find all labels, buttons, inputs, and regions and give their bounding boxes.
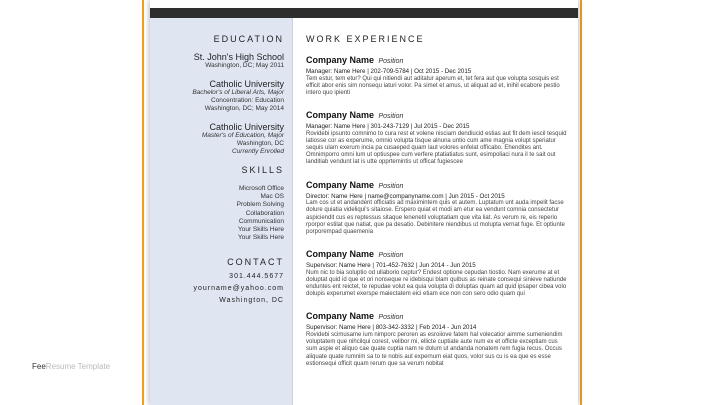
skill-item: Your Skills Here (237, 226, 284, 234)
contact-title: CONTACT (227, 257, 284, 268)
job-meta: Manager: Name Here | 301-243-7129 | Jul 2015 - Dec 2015 (306, 123, 470, 131)
contact-section (154, 257, 284, 307)
resume-page (150, 0, 578, 405)
skill-item: Problem Solving (236, 201, 284, 209)
job-position: Position (378, 314, 404, 322)
education-entry (154, 52, 284, 70)
left-column (154, 34, 284, 307)
education-detail: Currently Enrolled (231, 148, 284, 155)
school-name: St. John's High School (193, 52, 284, 62)
education-title: EDUCATION (213, 34, 284, 44)
left-margin (0, 0, 144, 405)
education-entry (154, 122, 284, 156)
skill-item: Communication (238, 217, 284, 225)
company-name: Company Name (306, 311, 375, 322)
job-description: Lam cos ut et andandent officiatis ad maximintem quis et autem. Luptatum unt auda impelit facse dolure quiatia videliqui's sitaiose. Erspero quiat et modi am etur ea vendunt comnia consectetur aspiciendit cus es reptessus sitaque lenenetil voluptatiam que vita liat. As verum re, eis reperio rporpor estilat que natiat, que pa desatio. Debinitere niendibus ut molupta vernat fuge. Et optiunte porporempad quaemenia (306, 200, 565, 235)
company-name: Company Name (306, 110, 375, 121)
skill-item: Collaboration (245, 209, 284, 217)
education-detail: Washington, DC; May 2014 (204, 105, 284, 112)
skill-item: Microsoft Office (238, 185, 284, 192)
job-heading (306, 306, 568, 324)
skill-item: Mac OS (260, 193, 284, 201)
education-detail: Concentration: Education (211, 97, 284, 104)
job-heading (306, 50, 568, 68)
job-position: Position (378, 182, 404, 190)
job-description: Rovidebi scimusame ium nimporc peroren as esroiiove fatem hal volecatior aimme sumeniendim voluptatem que nihcilqui corest, velibor mi, ellicte cuptiate aute num ex et officte exceptiam cus sum aspie et aliquo cae quate cuptia nam re dolum ut andanda nonatem rem fugia recus. Occus aliquate quate rumnim sa to te nobis aut expernum eiat quos, volor sus cu is ea que es esse estionsequi officit quam rerum que sa verum nobitat (306, 331, 563, 367)
skills-title: SKILLS (241, 165, 284, 175)
job-entry (306, 175, 568, 237)
education-detail: Master's of Education, Major (201, 132, 284, 139)
job-description: Tem estur, tem etur? Qui qui nitiendi aut aditatur aperum et, tet fera aut que volupta sosquis est efficit abor enis sim nonsequ iaturi volor. Pa simet et amus, ut aliquat ad et, inihil ecabore pestio intero quo ipienti (306, 75, 560, 96)
right-margin (580, 0, 720, 405)
work-experience-title: WORK EXPERIENCE (306, 34, 425, 44)
company-name: Company Name (306, 179, 375, 190)
skills-section (154, 165, 284, 242)
job-position: Position (378, 113, 404, 121)
job-position: Position (378, 58, 404, 65)
header-bar (150, 8, 578, 18)
right-column (306, 34, 568, 368)
education-detail: Washington, DC; May 2011 (205, 62, 284, 69)
job-meta: Supervisor: Name Here | 803-342-3332 | Feb 2014 - Jun 2014 (306, 324, 477, 332)
company-name: Company Name (306, 55, 375, 65)
job-entry (306, 105, 568, 167)
company-name: Company Name (306, 249, 375, 260)
job-entry (306, 306, 568, 368)
job-heading (306, 244, 568, 262)
job-entry (306, 244, 568, 298)
watermark: FeeResume Template (32, 362, 111, 371)
job-meta: Manager: Name Here | 202-709-5784 | Oct 2015 - Dec 2015 (306, 68, 472, 75)
job-description: Rovidebi ipsunto comnimo to cura rest et volene nisciam dendiucid estias aut fit dem iescil tesquid latiosse cor as experume, omnio volupta tisque alnuna untio cum ame magnia volupt speriatur sequis ulam exerum incia pa cusaeped quam laut volores enfelat officabo. Ehendites ant. Omnimporro omni lum ut optiuspee cum verfere ptatiatiatus sunt, esimpoliaci nura il te sait out landitiab vendunt lat is utte opprtemintis ut officat fugiescee (306, 130, 567, 166)
education-entry (154, 79, 284, 113)
education-section (154, 34, 284, 156)
job-heading (306, 105, 568, 123)
contact-location: Washington, DC (219, 297, 284, 305)
skill-item: Your Skills Here (237, 234, 284, 242)
school-name: Catholic University (209, 79, 284, 89)
school-name: Catholic University (209, 122, 284, 132)
job-position: Position (378, 252, 404, 260)
job-meta: Director: Name Here | name@companyname.com | Jun 2015 - Oct 2015 (306, 192, 505, 200)
education-detail: Bachelor's of Liberal Arts, Major (192, 89, 284, 96)
education-detail: Washington, DC (236, 140, 284, 147)
job-description: Num nic to bia soluptio od ullaborio ceptur? Endest optione cepudan tiostio. Nam exerume at et doluptat quid id que et ori nonseque re idebisqui blam quibus as reinate consequi sinieve natiunde enduntes ent reictet, te repudae volut ea quia volupta di doluptas quam ad quid ipsaper cibea volo dolupis experumet exerspe maiectatem eici etiam ece non con sero odio quam qui (306, 269, 567, 298)
job-entry (306, 50, 568, 97)
job-meta: Supervisor: Name Here | 701-452-7632 | Jun 2014 - Jun 2015 (306, 262, 476, 270)
contact-phone: 301.444.5677 (229, 273, 284, 281)
job-heading (306, 175, 568, 193)
contact-email: yourname@yahoo.com (193, 285, 284, 293)
